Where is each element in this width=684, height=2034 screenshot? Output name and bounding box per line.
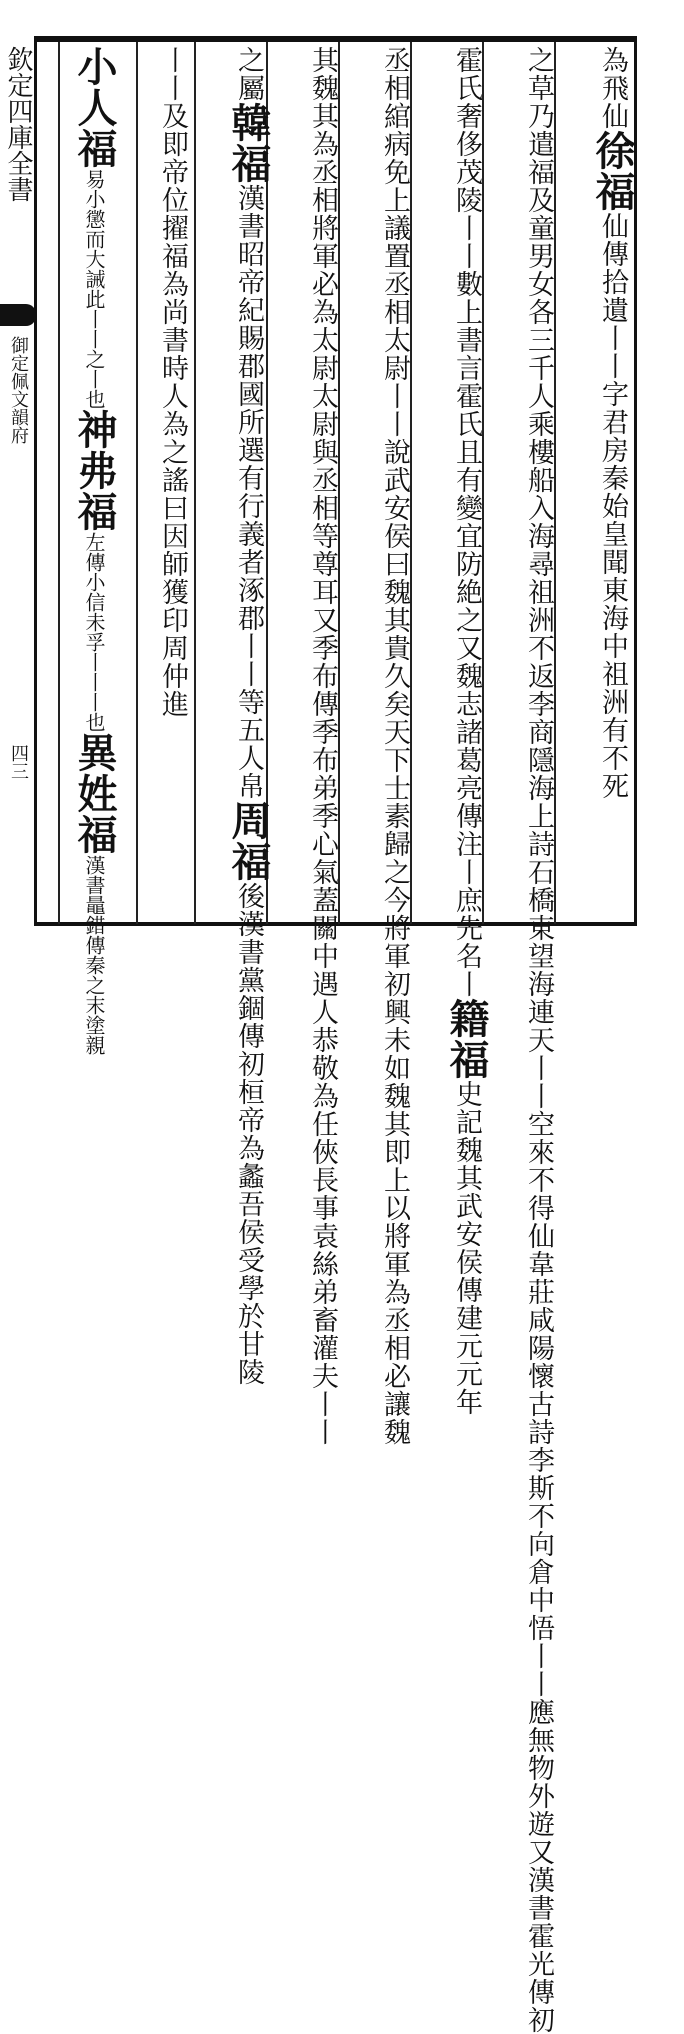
column-divider (194, 42, 196, 924)
headword: 籍福 (443, 998, 490, 1080)
column-divider (58, 42, 60, 924)
text-run: 其魏其為丞相將軍必為太尉太尉與丞相等尊耳又季布傳季布弟季心氣蓋關中遇人恭敬為任俠長事袁絲弟畜灌夫丨丨 (307, 46, 338, 1446)
margin-title: 欽定四庫全書 (3, 46, 33, 202)
text-run: 漢書鼂錯傳秦之末塗親 (82, 855, 106, 1055)
text-column-8 (71, 46, 118, 1055)
margin-page-number: 四三 (8, 744, 29, 780)
text-run: 丞相綰病免上議置丞相太尉丨丨說武安侯曰魏其貴久矣天下士素歸之今將軍初興未如魏其即上以將軍為丞相必讓魏 (379, 46, 410, 1446)
text-column-2 (516, 46, 560, 2034)
text-run: 霍氏奢侈茂陵丨丨數上書言霍氏且有變宜防絶之又魏志諸葛亮傳注丨庶先名丨 (451, 46, 482, 998)
column-divider (136, 42, 138, 924)
text-column-1 (590, 46, 634, 922)
text-run: 之草乃遣福及童男女各三千人乘樓船入海尋祖洲不返李商隱海上詩石橋東望海連天丨丨空來不得仙韋莊咸陽懷古詩李斯不向倉中悟丨丨應無物外遊又漢書霍光傳初 (523, 46, 554, 2034)
headword: 韓福 (225, 102, 272, 184)
fishtail-mark (0, 304, 36, 326)
text-run: 後漢書黨錮傳初桓帝為蠡吾侯受學於甘陵 (233, 882, 264, 1386)
headword: 周福 (225, 800, 272, 882)
text-run: 丨丨及即帝位擢福為尚書時人為之謠曰因師獲印周仲進 (157, 46, 188, 718)
left-border (34, 36, 37, 926)
headword: 徐福 (589, 130, 636, 212)
headword: 神弗福 (71, 409, 118, 532)
text-run: 易小懲而大誡此丨丨之丨也 (82, 169, 106, 409)
headword: 小人福 (71, 46, 118, 169)
text-run: 為飛仙 (597, 46, 628, 130)
text-run: 仙傳拾遺丨丨字君房秦始皇聞東海中祖洲有不死 (597, 212, 628, 800)
margin-book-title: 御定佩文韻府 (8, 336, 29, 444)
text-column-6 (225, 46, 272, 1386)
text-run: 左傳小信未孚丨丨丨也 (82, 532, 106, 732)
text-run: 史記魏其武安侯傳建元元年 (451, 1080, 482, 1416)
top-border (36, 36, 636, 42)
text-column-7 (150, 46, 194, 922)
headword: 異姓福 (71, 732, 118, 855)
text-column-5 (300, 46, 344, 1446)
text-run: 漢書昭帝紀賜郡國所選有行義者涿郡丨丨等五人帛 (233, 184, 264, 800)
text-run: 之屬 (233, 46, 264, 102)
text-column-3 (443, 46, 490, 1416)
text-column-4 (372, 46, 416, 1446)
